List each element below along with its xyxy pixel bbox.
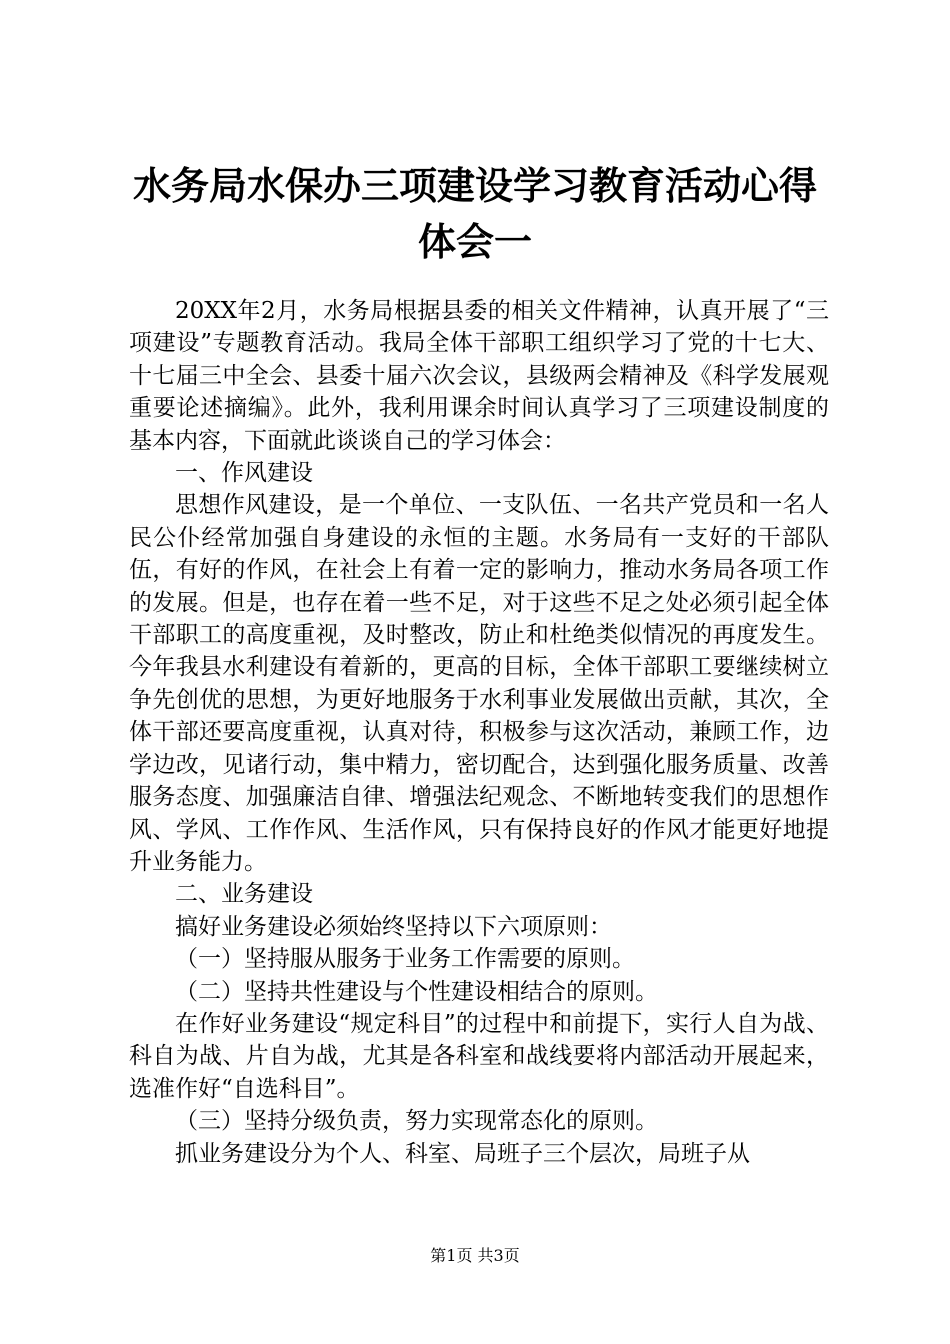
paragraph-self-selected: 在作好业务建设“规定科目”的过程中和前提下，实行人自为战、科自为战、片自为战，尤其是各科室和战线要将内部活动开展起来，选准作好“自选科目”。: [129, 1010, 829, 1102]
principle-item-1: （一）坚持服从服务于业务工作需要的原则。: [175, 946, 635, 973]
page-indicator: 第1页 共3页: [430, 1246, 520, 1265]
paragraph-intro: 20XX年2月，水务局根据县委的相关文件精神，认真开展了“三项建设”专题教育活动。我局全体干部职工组织学习了党的十七大、十七届三中全会、县委十届六次会议，县级两会精神及《科学发展观重要论述摘编》。此外，我利用课余时间认真学习了三项建设制度的基本内容，下面就此谈谈自己的学习体会：: [129, 298, 829, 454]
section-heading-1: 一、作风建设: [175, 460, 313, 487]
section-heading-2: 二、业务建设: [175, 881, 313, 908]
principle-item-3: （三）坚持分级负责，努力实现常态化的原则。: [175, 1108, 658, 1135]
page-footer: [0, 1244, 950, 1268]
paragraph-style-building: 思想作风建设，是一个单位、一支队伍、一名共产党员和一名人民公仆经常加强自身建设的永恒的主题。水务局有一支好的干部队伍，有好的作风，在社会上有着一定的影响力，推动水务局各项工作的发展。但是，也存在着一些不足，对于这些不足之处必须引起全体干部职工的高度重视，及时整改，防止和杜绝类似情况的再度发生。今年我县水利建设有着新的，更高的目标，全体干部职工要继续树立争先创优的思想，为更好地服务于水利事业发展做出贡献，其次，全体干部还要高度重视，认真对待，积极参与这次活动，兼顾工作，边学边改，见诸行动，集中精力，密切配合，达到强化服务质量、改善服务态度、加强廉洁自律、增强法纪观念、不断地转变我们的思想作风、学风、工作作风、生活作风，只有保持良好的作风才能更好地提升业务能力。: [129, 492, 829, 875]
document-body: [129, 295, 829, 1170]
paragraph-levels: 抓业务建设分为个人、科室、局班子三个层次，局班子从: [175, 1140, 750, 1167]
principle-item-2: （二）坚持共性建设与个性建设相结合的原则。: [175, 978, 658, 1005]
paragraph-principles-intro: 搞好业务建设必须始终坚持以下六项原则：: [175, 913, 612, 940]
document-title: 水务局水保办三项建设学习教育活动心得体会一: [132, 163, 817, 264]
